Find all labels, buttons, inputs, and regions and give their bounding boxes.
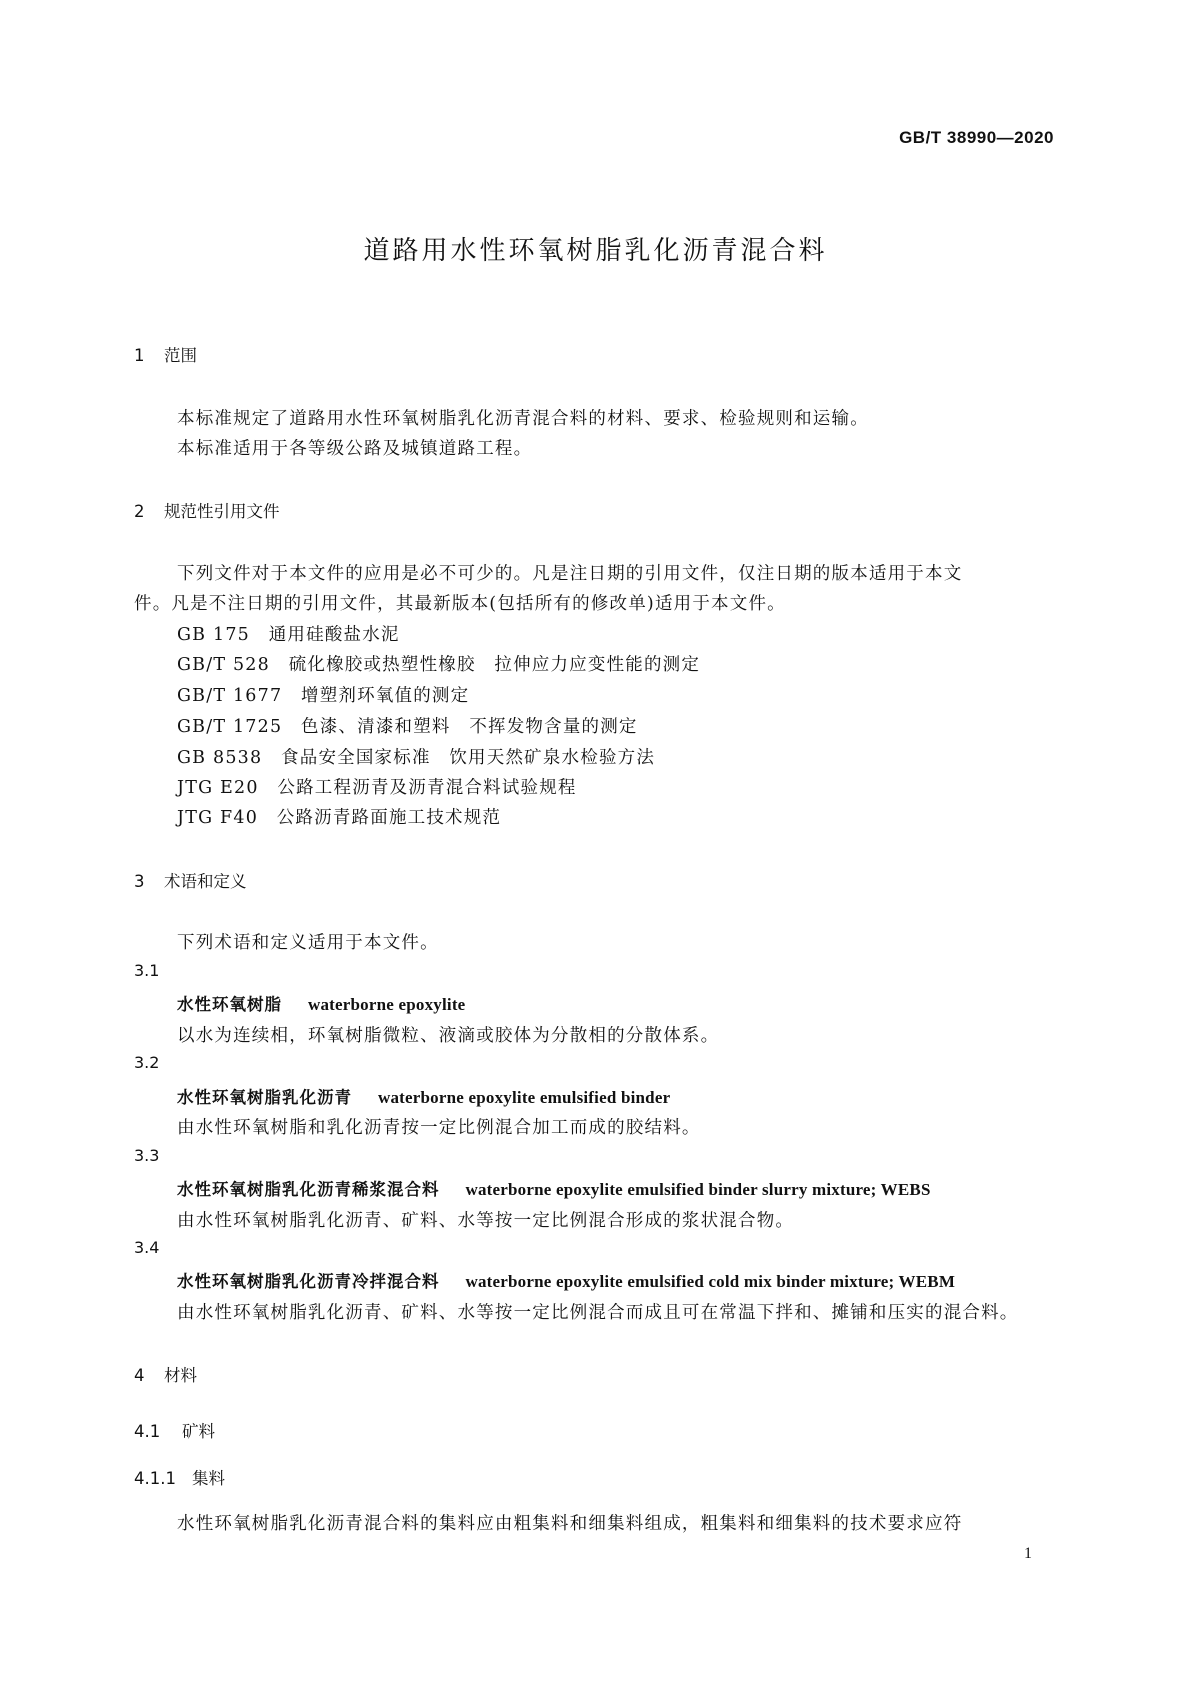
paragraph-line: 件。凡是不注日期的引用文件，其最新版本(包括所有的修改单)适用于本文件。 — [134, 594, 786, 614]
reference-item — [177, 651, 700, 676]
reference-name: 色漆、清漆和塑料 不挥发物含量的测定 — [301, 717, 638, 737]
section-number: 2 — [134, 502, 145, 521]
term-definition: 以水为连续相，环氧树脂微粒、液滴或胶体为分散相的分散体系。 — [177, 1026, 720, 1046]
standard-code: GB/T 38990—2020 — [899, 128, 1054, 147]
term-heading — [177, 1268, 955, 1292]
subsubsection-number: 4.1.1 — [134, 1469, 176, 1488]
subsection-number: 4.1 — [134, 1422, 161, 1441]
term-number: 3.4 — [134, 1238, 160, 1257]
section-title: 范围 — [164, 346, 197, 365]
term-en: waterborne epoxylite emulsified binder slurry mixture; WEBS — [465, 1180, 931, 1199]
section-4-heading — [134, 1362, 197, 1386]
document-title: 道路用水性环氧树脂乳化沥青混合料 — [363, 236, 828, 266]
reference-code: GB 8538 — [177, 748, 263, 768]
term-en: waterborne epoxylite emulsified binder — [378, 1088, 671, 1107]
term-heading — [177, 991, 465, 1015]
term-number: 3.1 — [134, 961, 160, 980]
reference-item — [177, 682, 469, 707]
reference-code: GB 175 — [177, 625, 251, 645]
section-3-heading — [134, 868, 247, 892]
subsubsection-heading — [134, 1465, 225, 1489]
term-number: 3.2 — [134, 1053, 160, 1072]
reference-code: JTG E20 — [177, 778, 259, 798]
section-title: 材料 — [164, 1366, 197, 1385]
reference-name: 公路工程沥青及沥青混合料试验规程 — [277, 778, 577, 798]
term-cn: 水性环氧树脂乳化沥青稀浆混合料 — [177, 1180, 440, 1199]
reference-name: 硫化橡胶或热塑性橡胶 拉伸应力应变性能的测定 — [288, 655, 701, 675]
term-en: waterborne epoxylite — [308, 995, 466, 1014]
term-number: 3.3 — [134, 1146, 160, 1165]
term-cn: 水性环氧树脂乳化沥青冷拌混合料 — [177, 1272, 440, 1291]
term-heading — [177, 1176, 931, 1200]
subsubsection-title: 集料 — [192, 1469, 225, 1488]
paragraph: 本标准规定了道路用水性环氧树脂乳化沥青混合料的材料、要求、检验规则和运输。 — [177, 409, 869, 429]
subsection-heading — [134, 1418, 215, 1442]
term-en: waterborne epoxylite emulsified cold mix binder mixture; WEBM — [465, 1272, 956, 1291]
reference-code: JTG F40 — [177, 808, 259, 828]
subsection-title: 矿料 — [182, 1422, 215, 1441]
section-number: 4 — [134, 1366, 145, 1385]
reference-item — [177, 804, 501, 829]
reference-item — [177, 744, 655, 769]
section-title: 术语和定义 — [164, 872, 247, 891]
reference-item — [177, 774, 577, 799]
reference-name: 通用硅酸盐水泥 — [268, 625, 400, 645]
paragraph: 水性环氧树脂乳化沥青混合料的集料应由粗集料和细集料组成，粗集料和细集料的技术要求应符 — [177, 1514, 963, 1534]
reference-name: 食品安全国家标准 饮用天然矿泉水检验方法 — [281, 748, 656, 768]
section-2-heading — [134, 498, 280, 522]
reference-name: 公路沥青路面施工技术规范 — [276, 808, 502, 828]
paragraph-line: 下列文件对于本文件的应用是必不可少的。凡是注日期的引用文件，仅注日期的版本适用于本文 — [177, 564, 963, 584]
section-number: 1 — [134, 346, 145, 365]
paragraph: 下列术语和定义适用于本文件。 — [177, 933, 439, 953]
term-cn: 水性环氧树脂乳化沥青 — [177, 1088, 352, 1107]
reference-item — [177, 621, 400, 646]
term-cn: 水性环氧树脂 — [177, 995, 282, 1014]
reference-name: 增塑剂环氧值的测定 — [301, 686, 470, 706]
section-title: 规范性引用文件 — [164, 502, 280, 521]
section-number: 3 — [134, 872, 145, 891]
term-definition: 由水性环氧树脂和乳化沥青按一定比例混合加工而成的胶结料。 — [177, 1118, 701, 1138]
term-definition: 由水性环氧树脂乳化沥青、矿料、水等按一定比例混合而成且可在常温下拌和、摊铺和压实的混合料。 — [177, 1303, 1019, 1323]
reference-item — [177, 713, 638, 738]
term-heading — [177, 1084, 670, 1108]
reference-code: GB/T 1677 — [177, 686, 283, 706]
paragraph: 本标准适用于各等级公路及城镇道路工程。 — [177, 439, 533, 459]
reference-code: GB/T 528 — [177, 655, 270, 675]
reference-code: GB/T 1725 — [177, 717, 283, 737]
term-definition: 由水性环氧树脂乳化沥青、矿料、水等按一定比例混合形成的浆状混合物。 — [177, 1211, 795, 1231]
page-number: 1 — [1024, 1545, 1032, 1562]
section-1-heading — [134, 342, 197, 366]
